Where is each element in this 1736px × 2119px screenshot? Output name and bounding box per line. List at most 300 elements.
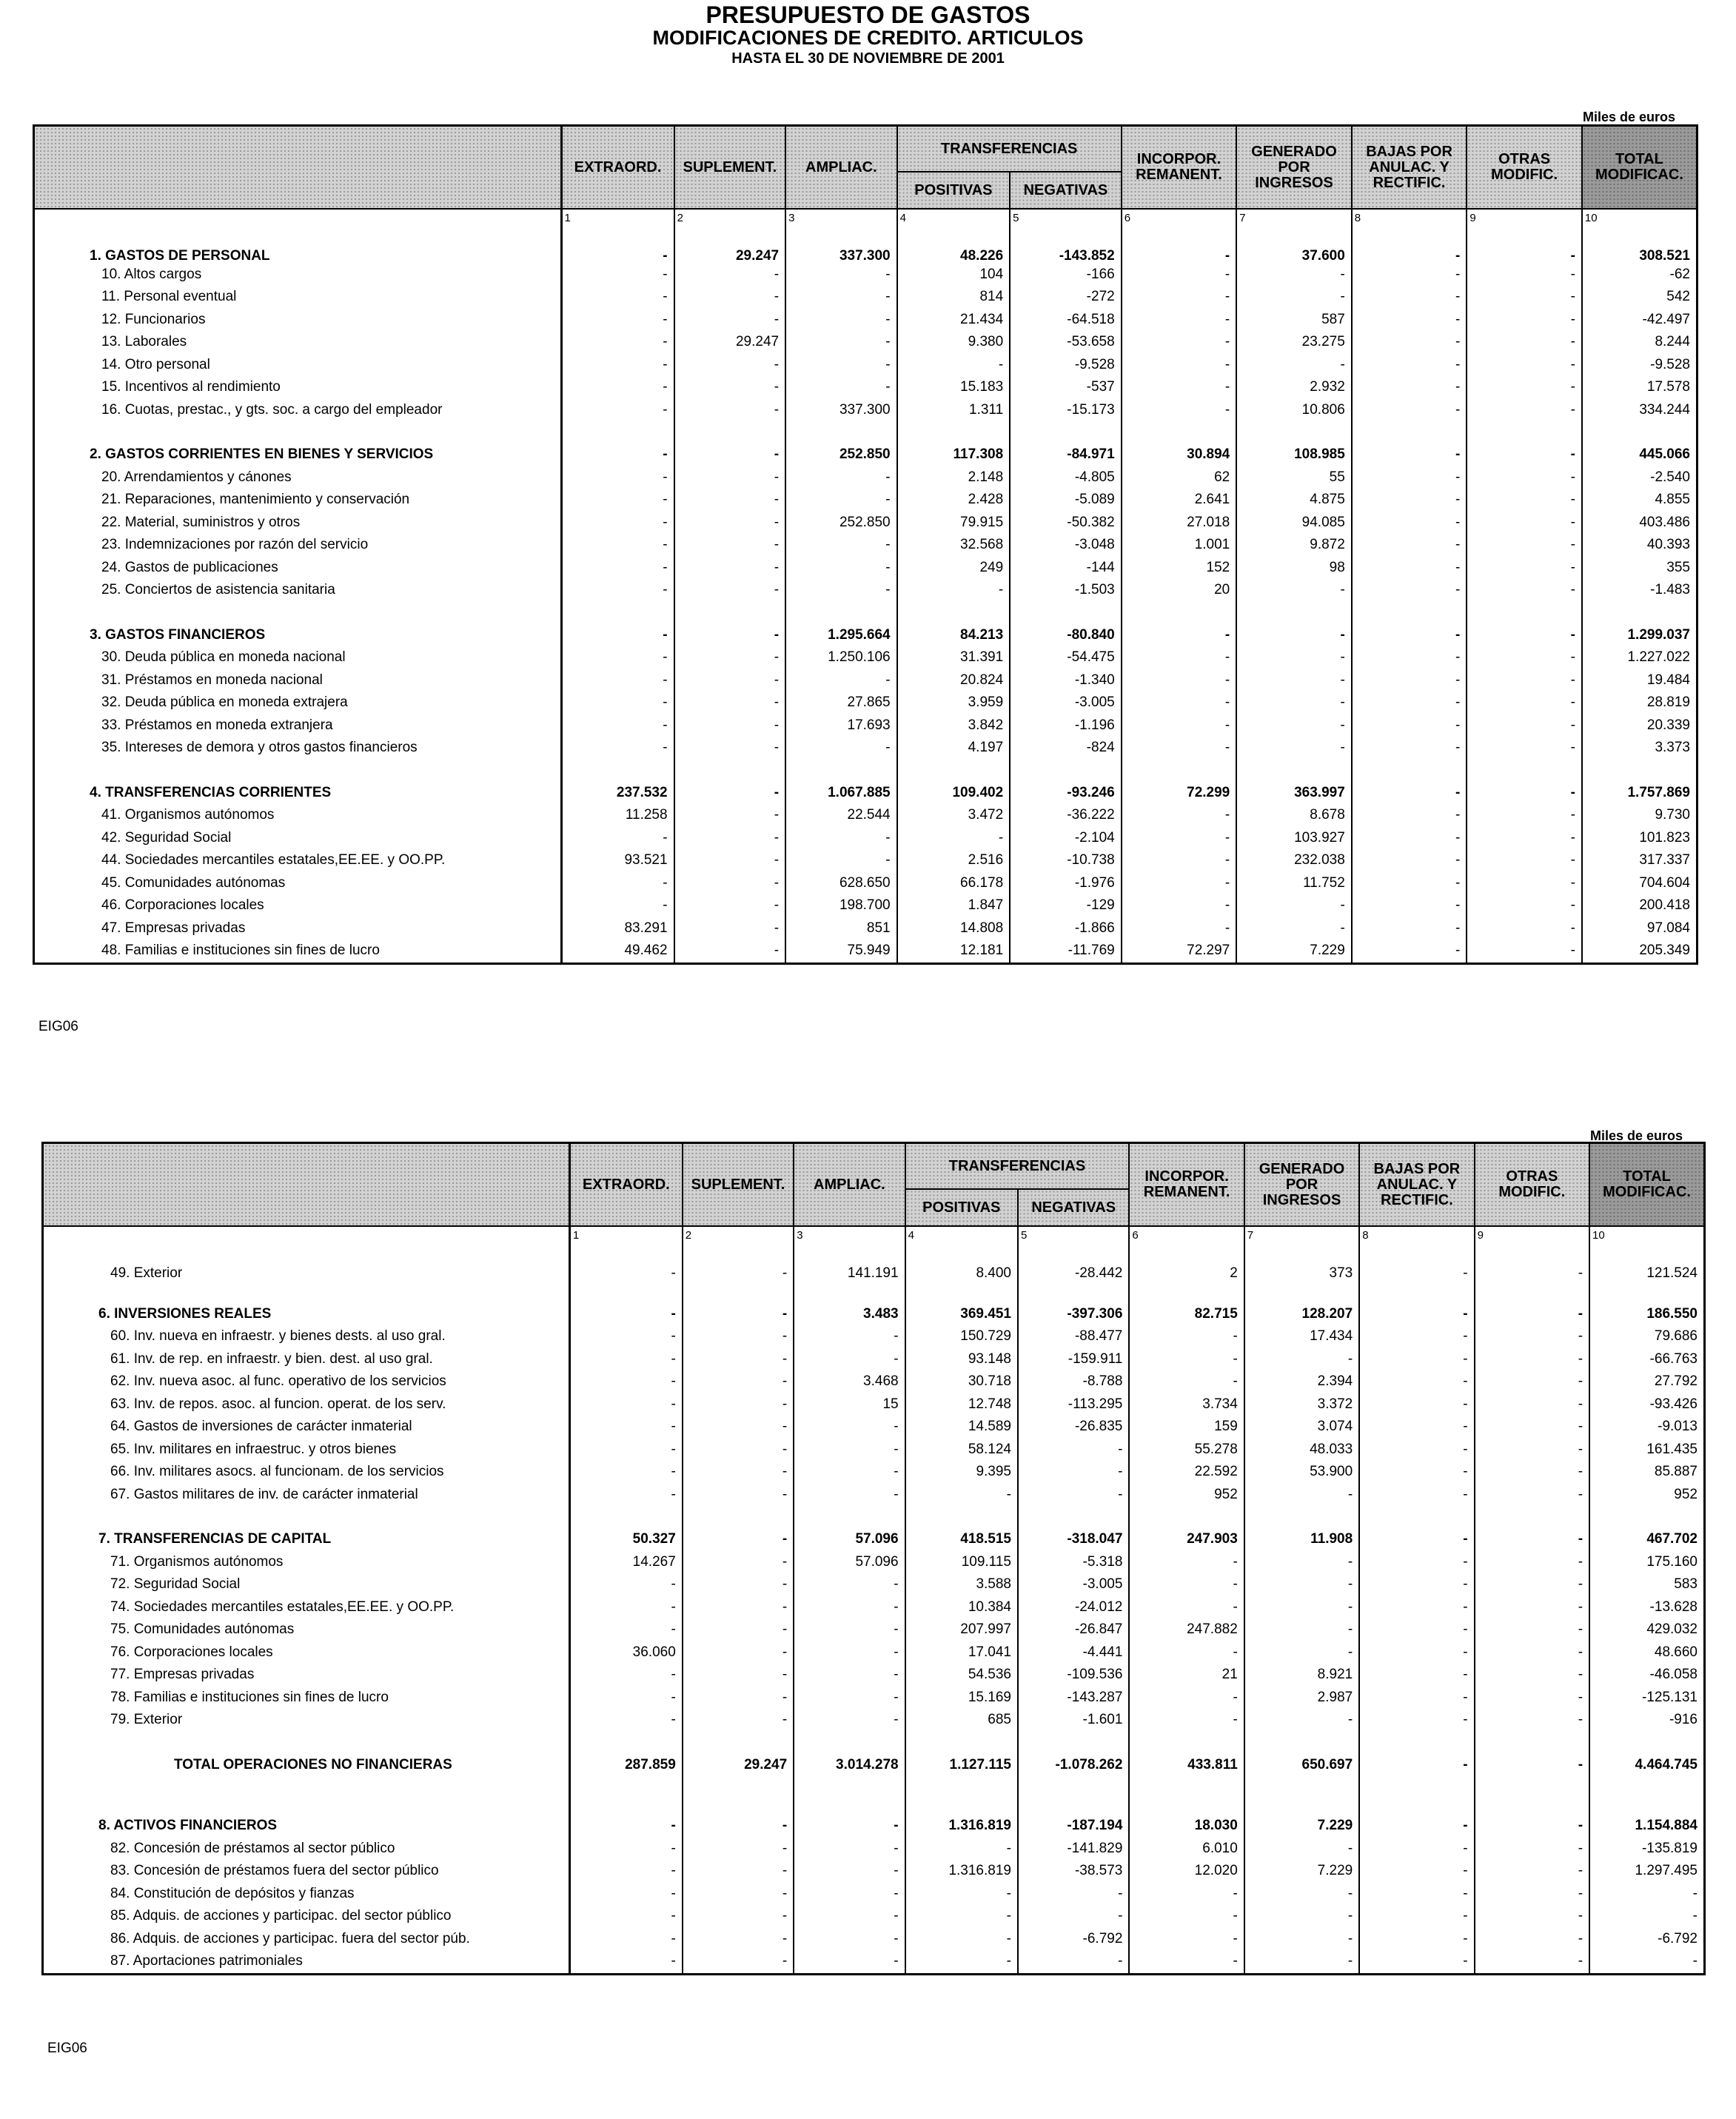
row-label: 15. Incentivos al rendimiento (34, 376, 562, 399)
cell-ampliac: - (794, 1348, 905, 1371)
article-row (34, 286, 1698, 309)
cell-incorpor: 20 (1122, 579, 1237, 602)
row-label: 6. INVERSIONES REALES (43, 1303, 570, 1326)
spacer-cell (1359, 1776, 1474, 1815)
total-row (43, 1754, 1705, 1777)
spacer-cell (1467, 760, 1582, 782)
cell-bajas: - (1352, 512, 1467, 535)
cell-total: -9.013 (1589, 1416, 1704, 1439)
cell-negativas: -144 (1010, 557, 1122, 580)
cell-positivas: - (905, 1905, 1018, 1928)
cell-suplement: - (674, 872, 786, 895)
cell-ampliac: - (785, 489, 897, 512)
cell-generado: 587 (1236, 309, 1352, 332)
cell-incorpor: - (1122, 714, 1237, 737)
cell-extraord: - (561, 331, 674, 354)
cell-incorpor: 27.018 (1122, 512, 1237, 535)
cell-ampliac: - (794, 1484, 905, 1507)
row-label: 87. Aportaciones patrimoniales (43, 1950, 570, 1974)
cell-positivas: 31.391 (897, 646, 1011, 669)
cell-negativas: -159.911 (1018, 1348, 1129, 1371)
cell-positivas: 54.536 (905, 1664, 1018, 1687)
cell-total: 186.550 (1589, 1303, 1704, 1326)
cell-extraord: 36.060 (569, 1641, 682, 1664)
cell-incorpor: - (1122, 692, 1237, 714)
cell-incorpor: 30.894 (1122, 443, 1237, 466)
col-header-ampliac: AMPLIAC. (794, 1143, 905, 1227)
cell-negativas: - (1018, 1950, 1129, 1974)
cell-bajas: - (1352, 534, 1467, 557)
cell-otras: - (1467, 241, 1582, 264)
cell-positivas: 20.824 (897, 669, 1011, 692)
cell-otras: - (1475, 1348, 1589, 1371)
col-header-incorpor: INCORPOR. REMANENT. (1129, 1143, 1244, 1227)
units-label: Miles de euros (1590, 1128, 1683, 1143)
cell-positivas: 1.311 (897, 399, 1011, 422)
row-label: 25. Conciertos de asistencia sanitaria (34, 579, 562, 602)
cell-positivas: 4.197 (897, 737, 1011, 760)
cell-total: 542 (1582, 286, 1698, 309)
row-label: 62. Inv. nueva asoc. al func. operativo de los servicios (43, 1370, 570, 1393)
spacer-cell (905, 1732, 1018, 1754)
cell-total: 17.578 (1582, 376, 1698, 399)
row-label: 71. Organismos autónomos (43, 1551, 570, 1574)
cell-generado: 3.372 (1244, 1393, 1359, 1416)
header-label-cell (43, 1143, 570, 1227)
cell-bajas: - (1359, 1950, 1474, 1974)
cell-total: - (1589, 1905, 1704, 1928)
cell-negativas: -4.805 (1010, 466, 1122, 489)
cell-total: 101.823 (1582, 827, 1698, 850)
cell-suplement: - (674, 646, 786, 669)
cell-negativas: -397.306 (1018, 1303, 1129, 1326)
cell-generado: 8.921 (1244, 1664, 1359, 1687)
cell-suplement: - (683, 1905, 794, 1928)
cell-suplement: - (683, 1950, 794, 1974)
cell-ampliac: - (794, 1596, 905, 1619)
cell-incorpor: 152 (1122, 557, 1237, 580)
cell-otras: - (1467, 646, 1582, 669)
cell-negativas: -6.792 (1018, 1928, 1129, 1951)
row-label: 4. TRANSFERENCIAS CORRIENTES (34, 782, 562, 805)
cell-extraord: 83.291 (561, 917, 674, 940)
cell-positivas: - (905, 1838, 1018, 1861)
group-row (43, 1303, 1705, 1326)
spacer-cell (1010, 421, 1122, 443)
article-row (43, 1325, 1705, 1348)
cell-otras: - (1475, 1883, 1589, 1906)
cell-suplement: 29.247 (674, 241, 786, 264)
cell-generado: 363.997 (1236, 782, 1352, 805)
row-label: 42. Seguridad Social (34, 827, 562, 850)
cell-positivas: 814 (897, 286, 1011, 309)
cell-otras: - (1475, 1551, 1589, 1574)
spacer-cell (1359, 1281, 1474, 1303)
article-row (43, 1258, 1705, 1281)
cell-generado: - (1236, 737, 1352, 760)
cell-suplement: - (674, 579, 786, 602)
cell-positivas: 418.515 (905, 1528, 1018, 1551)
row-label: 85. Adquis. de acciones y participac. del sector público (43, 1905, 570, 1928)
cell-negativas: -88.477 (1018, 1325, 1129, 1348)
cell-bajas: - (1359, 1303, 1474, 1326)
cell-ampliac: 198.700 (785, 894, 897, 917)
spacer-row (34, 602, 1698, 624)
cell-ampliac: - (785, 557, 897, 580)
cell-negativas: -80.840 (1010, 624, 1122, 647)
cell-generado: - (1236, 917, 1352, 940)
cell-ampliac: - (785, 309, 897, 332)
cell-bajas: - (1359, 1258, 1474, 1281)
cell-otras: - (1467, 894, 1582, 917)
cell-incorpor: 159 (1129, 1416, 1244, 1439)
row-label: 48. Familias e instituciones sin fines de lucro (34, 940, 562, 963)
article-row (43, 1664, 1705, 1687)
row-label: 84. Constitución de depósitos y fianzas (43, 1883, 570, 1906)
cell-suplement: - (683, 1641, 794, 1664)
cell-total: -125.131 (1589, 1687, 1704, 1710)
cell-total: -93.426 (1589, 1393, 1704, 1416)
cell-ampliac: 3.468 (794, 1370, 905, 1393)
spacer-cell (1244, 1281, 1359, 1303)
column-number: 4 (905, 1226, 1018, 1258)
spacer-cell (674, 602, 786, 624)
cell-bajas: - (1359, 1664, 1474, 1687)
cell-ampliac: - (794, 1439, 905, 1462)
cell-positivas: 12.181 (897, 940, 1011, 963)
cell-total: 1.297.495 (1589, 1860, 1704, 1883)
cell-generado: 37.600 (1236, 241, 1352, 264)
cell-incorpor: - (1122, 646, 1237, 669)
cell-suplement: - (674, 376, 786, 399)
cell-otras: - (1467, 872, 1582, 895)
cell-suplement: - (674, 849, 786, 872)
cell-bajas: - (1352, 354, 1467, 377)
col-header-transferencias: TRANSFERENCIAS (905, 1143, 1130, 1190)
cell-generado: 98 (1236, 557, 1352, 580)
cell-extraord: - (561, 466, 674, 489)
cell-bajas: - (1352, 940, 1467, 963)
cell-incorpor: - (1122, 894, 1237, 917)
cell-negativas: -143.287 (1018, 1687, 1129, 1710)
col-header-positivas: POSITIVAS (897, 172, 1011, 209)
cell-suplement: - (674, 489, 786, 512)
cell-total: 3.373 (1582, 737, 1698, 760)
cell-generado: 94.085 (1236, 512, 1352, 535)
article-row (34, 917, 1698, 940)
cell-bajas: - (1359, 1618, 1474, 1641)
cell-extraord: - (561, 624, 674, 647)
cell-total: 27.792 (1589, 1370, 1704, 1393)
cell-suplement: - (674, 354, 786, 377)
spacer-cell (1129, 1281, 1244, 1303)
cell-negativas: -24.012 (1018, 1596, 1129, 1619)
cell-positivas: 15.169 (905, 1687, 1018, 1710)
spacer-row (43, 1281, 1705, 1303)
cell-otras: - (1475, 1439, 1589, 1462)
cell-otras: - (1475, 1754, 1589, 1777)
cell-negativas: -187.194 (1018, 1815, 1129, 1838)
cell-total: 1.757.869 (1582, 782, 1698, 805)
cell-incorpor: 55.278 (1129, 1439, 1244, 1462)
row-label: 60. Inv. nueva en infraestr. y bienes dests. al uso gral. (43, 1325, 570, 1348)
spacer-cell (1018, 1776, 1129, 1815)
cell-positivas: - (897, 579, 1011, 602)
cell-total: 308.521 (1582, 241, 1698, 264)
cell-positivas: 3.472 (897, 804, 1011, 827)
cell-negativas: -28.442 (1018, 1258, 1129, 1281)
spacer-cell (683, 1732, 794, 1754)
spacer-cell (1589, 1776, 1704, 1815)
cell-total: -9.528 (1582, 354, 1698, 377)
cell-negativas: -93.246 (1010, 782, 1122, 805)
cell-otras: - (1475, 1838, 1589, 1861)
cell-ampliac: - (785, 354, 897, 377)
cell-generado: 3.074 (1244, 1416, 1359, 1439)
column-number: 5 (1018, 1226, 1129, 1258)
spacer-cell (1010, 602, 1122, 624)
cell-suplement: - (674, 692, 786, 714)
cell-ampliac: - (785, 669, 897, 692)
cell-incorpor: 247.903 (1129, 1528, 1244, 1551)
col-header-otras: OTRAS MODIFIC. (1467, 126, 1582, 210)
cell-extraord: - (569, 1860, 682, 1883)
cell-negativas: -113.295 (1018, 1393, 1129, 1416)
cell-incorpor: - (1129, 1551, 1244, 1574)
cell-suplement: - (683, 1860, 794, 1883)
page-title: PRESUPUESTO DE GASTOS (706, 1, 1030, 28)
spacer-cell (674, 760, 786, 782)
spacer-cell (569, 1776, 682, 1815)
cell-otras: - (1467, 354, 1582, 377)
cell-total: 20.339 (1582, 714, 1698, 737)
cell-generado: 55 (1236, 466, 1352, 489)
cell-suplement: - (683, 1596, 794, 1619)
cell-extraord: 287.859 (569, 1754, 682, 1777)
cell-otras: - (1467, 804, 1582, 827)
row-label: 3. GASTOS FINANCIEROS (34, 624, 562, 647)
article-row (34, 331, 1698, 354)
cell-suplement: - (674, 894, 786, 917)
spacer-cell (785, 602, 897, 624)
cell-total: -66.763 (1589, 1348, 1704, 1371)
row-label: 21. Reparaciones, mantenimiento y conservación (34, 489, 562, 512)
cell-positivas: 1.847 (897, 894, 1011, 917)
cell-positivas: 10.384 (905, 1596, 1018, 1619)
spacer-cell (1129, 1776, 1244, 1815)
article-row (34, 669, 1698, 692)
cell-ampliac: - (794, 1573, 905, 1596)
cell-ampliac: - (794, 1618, 905, 1641)
cell-incorpor: - (1122, 737, 1237, 760)
article-row (43, 1618, 1705, 1641)
cell-ampliac: - (794, 1416, 905, 1439)
cell-total: 334.244 (1582, 399, 1698, 422)
cell-ampliac: 1.067.885 (785, 782, 897, 805)
cell-suplement: - (674, 714, 786, 737)
cell-incorpor: - (1122, 264, 1237, 287)
cell-bajas: - (1352, 782, 1467, 805)
article-row (43, 1860, 1705, 1883)
cell-positivas: 14.808 (897, 917, 1011, 940)
row-label: 7. TRANSFERENCIAS DE CAPITAL (43, 1528, 570, 1551)
cell-ampliac: 15 (794, 1393, 905, 1416)
cell-extraord: - (569, 1687, 682, 1710)
cell-suplement: - (674, 512, 786, 535)
cell-ampliac: - (794, 1928, 905, 1951)
spacer-cell (569, 1506, 682, 1528)
spacer-cell (561, 760, 674, 782)
spacer-cell (1236, 760, 1352, 782)
cell-generado: - (1236, 692, 1352, 714)
article-row (34, 714, 1698, 737)
cell-negativas: -10.738 (1010, 849, 1122, 872)
cell-bajas: - (1359, 1551, 1474, 1574)
cell-ampliac: 57.096 (794, 1528, 905, 1551)
cell-ampliac: 3.014.278 (794, 1754, 905, 1777)
cell-suplement: - (674, 940, 786, 963)
cell-extraord: - (561, 286, 674, 309)
cell-suplement: - (674, 669, 786, 692)
cell-ampliac: 3.483 (794, 1303, 905, 1326)
spacer-cell (905, 1281, 1018, 1303)
cell-otras: - (1475, 1416, 1589, 1439)
cell-positivas: 84.213 (897, 624, 1011, 647)
spacer-cell (1359, 1506, 1474, 1528)
cell-positivas: 93.148 (905, 1348, 1018, 1371)
cell-bajas: - (1359, 1860, 1474, 1883)
cell-negativas: -141.829 (1018, 1838, 1129, 1861)
row-label: 49. Exterior (43, 1258, 570, 1281)
cell-negativas: -1.196 (1010, 714, 1122, 737)
cell-positivas: 249 (897, 557, 1011, 580)
col-header-positivas: POSITIVAS (905, 1189, 1018, 1226)
column-number: 7 (1244, 1226, 1359, 1258)
column-number-spacer (34, 209, 562, 241)
cell-incorpor: - (1129, 1709, 1244, 1732)
cell-suplement: - (683, 1883, 794, 1906)
cell-suplement: - (683, 1348, 794, 1371)
cell-incorpor: 2 (1129, 1258, 1244, 1281)
cell-incorpor: 247.882 (1129, 1618, 1244, 1641)
col-header-generado: GENERADO POR INGRESOS (1244, 1143, 1359, 1227)
article-row (34, 376, 1698, 399)
col-header-negativas: NEGATIVAS (1010, 172, 1122, 209)
row-label: 66. Inv. militares asocs. al funcionam. de los servicios (43, 1461, 570, 1484)
cell-bajas: - (1352, 443, 1467, 466)
cell-total: 4.464.745 (1589, 1754, 1704, 1777)
cell-extraord: - (569, 1461, 682, 1484)
cell-negativas: -11.769 (1010, 940, 1122, 963)
cell-negativas: -3.048 (1010, 534, 1122, 557)
cell-ampliac: 27.865 (785, 692, 897, 714)
cell-extraord: - (561, 489, 674, 512)
cell-suplement: - (674, 399, 786, 422)
col-header-otras: OTRAS MODIFIC. (1475, 1143, 1589, 1227)
cell-bajas: - (1352, 376, 1467, 399)
cell-total: 28.819 (1582, 692, 1698, 714)
expense-table-part-1 (33, 124, 1698, 965)
cell-otras: - (1475, 1950, 1589, 1974)
cell-positivas: 32.568 (897, 534, 1011, 557)
cell-extraord: - (569, 1596, 682, 1619)
spacer-cell (1589, 1732, 1704, 1754)
cell-suplement: - (674, 264, 786, 287)
spacer-cell (1582, 760, 1698, 782)
cell-otras: - (1467, 669, 1582, 692)
cell-incorpor: - (1122, 872, 1237, 895)
cell-extraord: - (561, 579, 674, 602)
spacer-cell (1582, 602, 1698, 624)
article-row (34, 692, 1698, 714)
cell-incorpor: - (1122, 376, 1237, 399)
row-label: 22. Material, suministros y otros (34, 512, 562, 535)
cell-positivas: - (905, 1883, 1018, 1906)
cell-generado: 650.697 (1244, 1754, 1359, 1777)
article-row (43, 1393, 1705, 1416)
cell-ampliac: - (785, 264, 897, 287)
row-label: 12. Funcionarios (34, 309, 562, 332)
cell-bajas: - (1359, 1687, 1474, 1710)
cell-bajas: - (1359, 1709, 1474, 1732)
row-label: 8. ACTIVOS FINANCIEROS (43, 1815, 570, 1838)
row-label: 14. Otro personal (34, 354, 562, 377)
article-row (34, 489, 1698, 512)
cell-extraord: - (569, 1905, 682, 1928)
row-label: 1. GASTOS DE PERSONAL (34, 241, 562, 264)
cell-ampliac: 22.544 (785, 804, 897, 827)
cell-negativas: - (1018, 1484, 1129, 1507)
cell-extraord: - (561, 692, 674, 714)
column-number: 5 (1010, 209, 1122, 241)
cell-incorpor: 6.010 (1129, 1838, 1244, 1861)
spacer-cell (785, 421, 897, 443)
cell-otras: - (1467, 512, 1582, 535)
row-label: 74. Sociedades mercantiles estatales,EE.EE. y OO.PP. (43, 1596, 570, 1619)
report-code: EIG06 (38, 1019, 78, 1034)
cell-positivas: 66.178 (897, 872, 1011, 895)
spacer-cell (34, 602, 562, 624)
cell-extraord: - (561, 894, 674, 917)
cell-suplement: - (683, 1709, 794, 1732)
cell-bajas: - (1352, 399, 1467, 422)
column-number: 3 (794, 1226, 905, 1258)
cell-extraord: - (569, 1303, 682, 1326)
cell-suplement: - (674, 782, 786, 805)
cell-otras: - (1467, 489, 1582, 512)
cell-total: 704.604 (1582, 872, 1698, 895)
cell-ampliac: - (785, 376, 897, 399)
cell-extraord: - (569, 1815, 682, 1838)
cell-extraord: - (561, 264, 674, 287)
column-number: 1 (561, 209, 674, 241)
cell-generado: 11.908 (1244, 1528, 1359, 1551)
group-row (34, 782, 1698, 805)
cell-negativas: -537 (1010, 376, 1122, 399)
spacer-cell (1244, 1506, 1359, 1528)
cell-extraord: - (569, 1618, 682, 1641)
cell-suplement: - (683, 1461, 794, 1484)
cell-generado: 7.229 (1236, 940, 1352, 963)
article-row (34, 354, 1698, 377)
cell-total: 952 (1589, 1484, 1704, 1507)
article-row (43, 1709, 1705, 1732)
cell-suplement: - (674, 827, 786, 850)
cell-total: 8.244 (1582, 331, 1698, 354)
cell-otras: - (1475, 1573, 1589, 1596)
article-row (34, 466, 1698, 489)
cell-negativas: - (1018, 1439, 1129, 1462)
